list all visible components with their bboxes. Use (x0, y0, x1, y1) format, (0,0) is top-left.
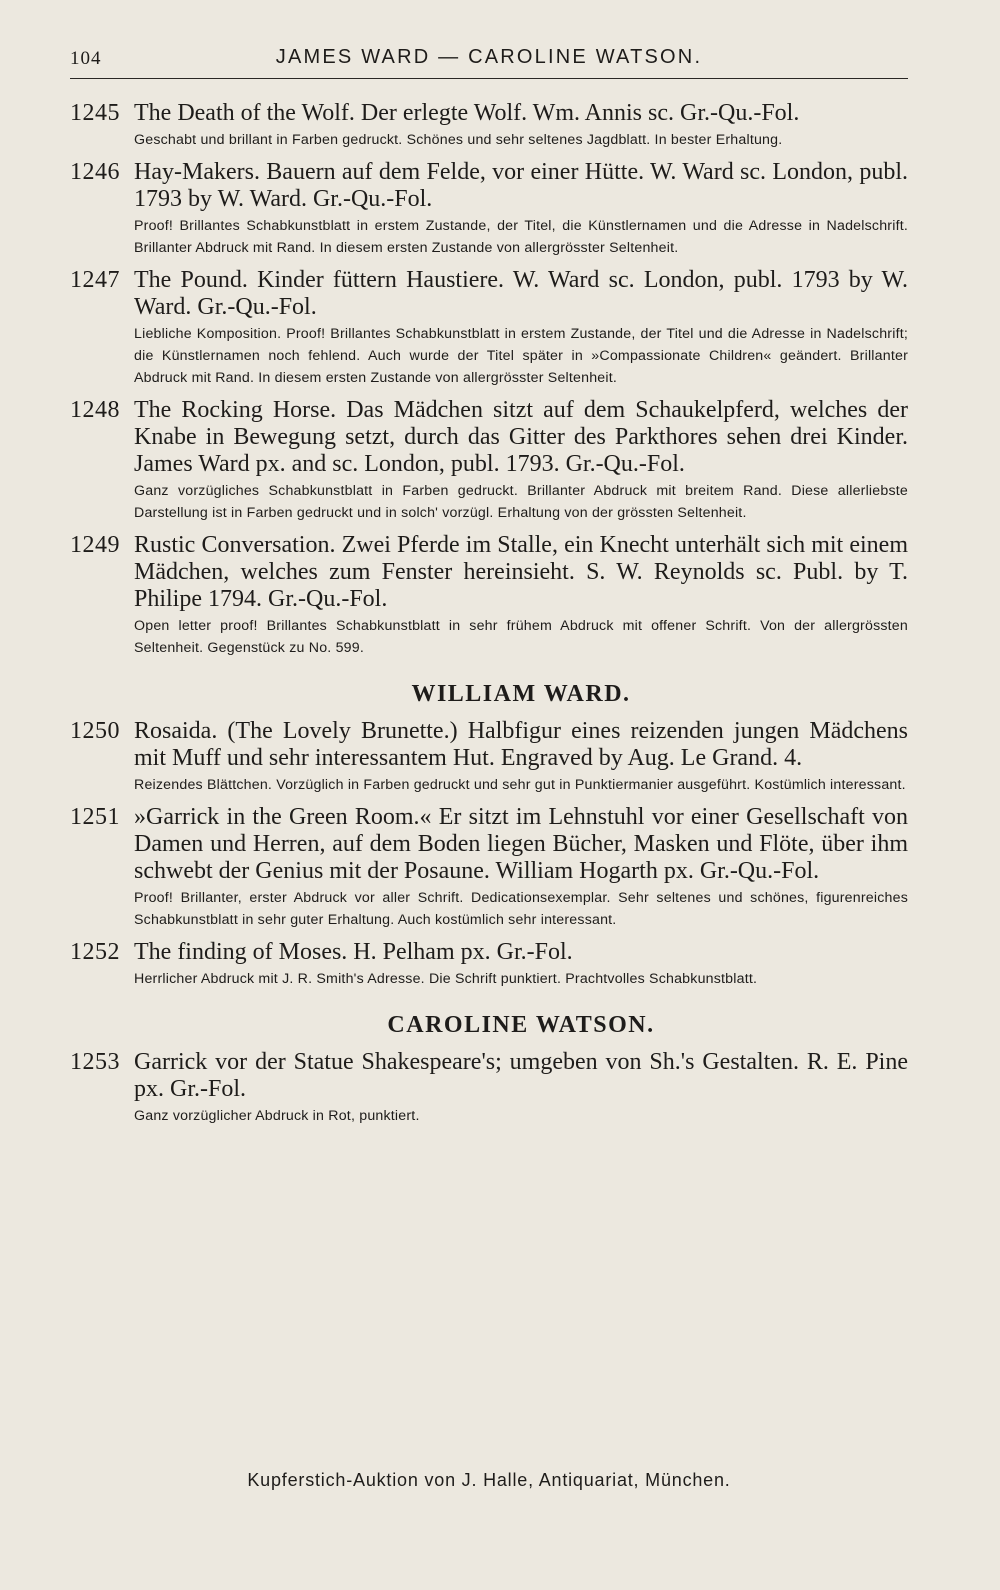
entry-body (134, 718, 908, 796)
lot-number: 1250 (70, 718, 120, 744)
entry-body (134, 804, 908, 931)
catalog-entry (70, 159, 908, 259)
entry-note: Proof! Brillanter, erster Abdruck vor aller Schrift. Dedicationsexemplar. Sehr seltenes und schönes, figurenreiches Schabkunstblatt in sehr guter Erhaltung. Auch kostümlich sehr interessant. (134, 890, 908, 928)
entry-title: The Pound. Kinder füttern Haustiere. W. Ward sc. London, publ. 1793 by W. Ward. Gr.-Qu.-Fol. (134, 267, 908, 320)
lot-number: 1246 (70, 159, 120, 185)
entry-title: The Rocking Horse. Das Mädchen sitzt auf dem Schaukelpferd, welches der Knabe in Bewegung setzt, durch das Gitter des Parkthores sehen drei Kinder. James Ward px. and sc. London, publ. 1793. Gr.-Qu.-Fol. (134, 397, 908, 477)
lot-number: 1251 (70, 804, 120, 830)
page-number: 104 (70, 48, 102, 69)
page-footer: Kupferstich-Auktion von J. Halle, Antiquariat, München. (247, 1470, 731, 1490)
entry-body (134, 159, 908, 259)
catalog-entry (70, 100, 908, 151)
entry-note: Ganz vorzügliches Schabkunstblatt in Farben gedruckt. Brillanter Abdruck mit breitem Rand. Diese allerliebste Darstellung ist in Farben gedruckt und in solch' vorzügl. Erhaltung von der grössten Seltenheit. (134, 483, 908, 521)
catalog-entry (70, 804, 908, 931)
catalog-entry (70, 1049, 908, 1127)
entry-body (134, 100, 908, 151)
entry-note: Proof! Brillantes Schabkunstblatt in erstem Zustande, der Titel, die Künstlernamen und die Adresse in Nadelschrift. Brillanter Abdruck mit Rand. In diesem ersten Zustande von allergrösster Seltenheit. (134, 218, 908, 256)
entry-body (134, 397, 908, 524)
entry-note: Reizendes Blättchen. Vorzüglich in Farben gedruckt und sehr gut in Punktiermanier ausgeführt. Kostümlich interessant. (134, 777, 906, 793)
catalog-entry (70, 532, 908, 659)
section-heading-william-ward: WILLIAM WARD. (411, 681, 631, 707)
catalog-entry (70, 939, 908, 990)
lot-number: 1245 (70, 100, 120, 126)
entry-body (134, 939, 908, 990)
entry-note: Liebliche Komposition. Proof! Brillantes Schabkunstblatt in erstem Zustande, der Titel und die Adresse in Nadelschrift; die Künstlernamen noch fehlend. Auch wurde der Titel später in »Compassionate Children« geändert. Brillanter Abdruck mit Rand. In diesem ersten Zustande von allergrösster Seltenheit. (134, 326, 908, 386)
entry-title: Rosaida. (The Lovely Brunette.) Halbfigur eines reizenden jungen Mädchens mit Muff und sehr interessantem Hut. Engraved by Aug. Le Grand. 4. (134, 718, 908, 771)
entry-title: Garrick vor der Statue Shakespeare's; umgeben von Sh.'s Gestalten. R. E. Pine px. Gr.-Fol. (134, 1049, 908, 1102)
running-head: JAMES WARD — CAROLINE WATSON. (275, 46, 703, 68)
entry-title: The finding of Moses. H. Pelham px. Gr.-Fol. (134, 939, 573, 965)
lot-number: 1249 (70, 532, 120, 558)
entry-note: Ganz vorzüglicher Abdruck in Rot, punktiert. (134, 1108, 420, 1124)
entry-title: »Garrick in the Green Room.« Er sitzt im Lehnstuhl vor einer Gesellschaft von Damen und Herren, auf dem Boden liegen Bücher, Masken und Flöte, über ihm schwebt der Genius mit der Posaune. William Hogarth px. Gr.-Qu.-Fol. (134, 804, 908, 884)
entry-body (134, 1049, 908, 1127)
entry-note: Geschabt und brillant in Farben gedruckt. Schönes und sehr seltenes Jagdblatt. In bester Erhaltung. (134, 132, 783, 148)
entry-body (134, 532, 908, 659)
entry-body (134, 267, 908, 389)
lot-number: 1247 (70, 267, 120, 293)
entry-note: Open letter proof! Brillantes Schabkunstblatt in sehr frühem Abdruck mit offener Schrift. Von der allergrössten Seltenheit. Gegenstück zu No. 599. (134, 618, 908, 656)
lot-number: 1253 (70, 1049, 120, 1075)
entry-title: Rustic Conversation. Zwei Pferde im Stalle, ein Knecht unterhält sich mit einem Mädchen, welches zum Fenster hereinsieht. S. W. Reynolds sc. Publ. by T. Philipe 1794. Gr.-Qu.-Fol. (134, 532, 908, 612)
entry-title: Hay-Makers. Bauern auf dem Felde, vor einer Hütte. W. Ward sc. London, publ. 1793 by W. Ward. Gr.-Qu.-Fol. (134, 159, 908, 212)
section-heading-caroline-watson: CAROLINE WATSON. (387, 1012, 655, 1038)
catalog-entry (70, 397, 908, 524)
catalog-entries (70, 100, 908, 1135)
entry-note: Herrlicher Abdruck mit J. R. Smith's Adresse. Die Schrift punktiert. Prachtvolles Schabkunstblatt. (134, 971, 758, 987)
catalog-entry (70, 718, 908, 796)
catalog-entry (70, 267, 908, 389)
lot-number: 1248 (70, 397, 120, 423)
entry-title: The Death of the Wolf. Der erlegte Wolf. Wm. Annis sc. Gr.-Qu.-Fol. (134, 100, 800, 126)
page-header (70, 44, 908, 79)
lot-number: 1252 (70, 939, 120, 965)
